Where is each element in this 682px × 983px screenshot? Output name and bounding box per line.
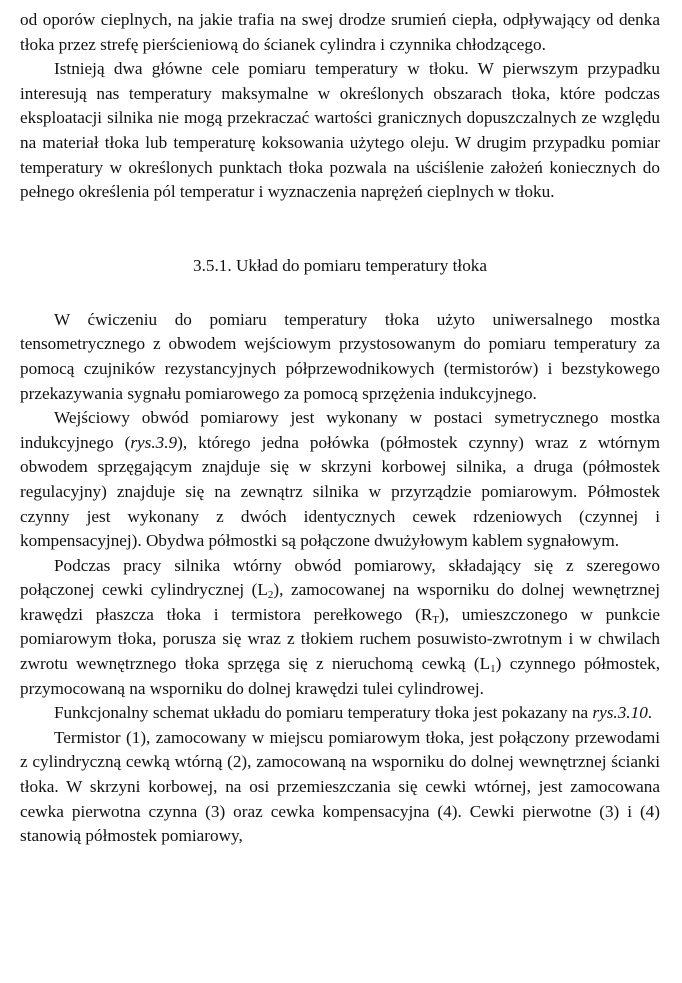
paragraph-input-circuit [20, 406, 660, 554]
paragraph-bridge-description: W ćwiczeniu do pomiaru temperatury tłoka użyto uniwersalnego mostka tensometrycznego z obwodem wejściowym przystosowanym do pomiaru temperatury za pomocą czujników rezystancyjnych półprzewodnikowych (termistorów) i bezstykowego przekazywania sygnału pomiarowego za pomocą sprzężenia indukcyjnego. [20, 309, 660, 403]
paragraph-text: Wejściowy obwód pomiarowy jest wykonany w postaci symetrycznego mostka indukcyjnego ( [20, 408, 660, 452]
paragraph-secondary-circuit [20, 554, 660, 702]
paragraph-text: . [647, 703, 653, 723]
paragraph-text: ), umieszczonego w punkcie pomiarowym tłoka, porusza się wraz z tłokiem ruchem posuwisto-zwrotnym i w chwilach zwrotu wewnętrznego tłoka sprzęga się z nieruchomą cewką (L [20, 604, 660, 674]
section-heading: 3.5.1. Układ do pomiaru temperatury tłoka [192, 255, 488, 275]
paragraph-text: ) czynnego półmostek, przymocowaną na wsporniku do dolnej krawędzi tulei cylindrowej. [20, 654, 660, 698]
subscript: T [432, 613, 440, 626]
paragraph-text: ), którego jedna połówka (półmostek czynny) wraz z wtórnym obwodem sprzęgającym znajduje się w skrzyni korbowej silnika, a druga (półmostek regulacyjny) znajduje się na zewnątrz silnika w przyrządzie pomiarowym. Półmostek czynny jest wykonany z dwóch identycznych cewek rdzeniowych (czynnej i kompensacyjnej). Obydwa półmostki są połączone dwużyłowym kablem sygnałowym. [20, 432, 660, 551]
paragraph-text: Funkcjonalny schemat układu do pomiaru temperatury tłoka jest pokazany na [54, 703, 593, 723]
paragraph-schematic-reference [20, 701, 660, 726]
paragraph-text: ), zamocowanej na wsporniku do dolnej wewnętrznej krawędzi płaszcza tłoka i termistora perełkowego (R [20, 580, 660, 624]
paragraph-continuation: od oporów cieplnych, na jakie trafia na swej drodze srumień ciepła, odpływający od denka tłoka przez strefę pierścieniową do ścianek cylindra i czynnika chłodzącego. [20, 10, 660, 54]
figure-reference: rys.3.10 [592, 703, 648, 723]
paragraph-thermistor: Termistor (1), zamocowany w miejscu pomiarowym tłoka, jest połączony przewodami z cylindryczną cewką wtórną (2), zamocowaną na wsporniku do dolnej wewnętrznej ścianki tłoka. W skrzyni korbowej, na osi przemieszczania się cewki wtórnej, jest zamocowana cewka pierwotna czynna (3) oraz cewka kompensacyjna (4). Cewki pierwotne (3) i (4) stanowią półmostek pomiarowy, [20, 727, 660, 846]
paragraph-measurement-goals: Istnieją dwa główne cele pomiaru temperatury w tłoku. W pierwszym przypadku interesują nas temperatury maksymalne w określonych obszarach tłoka, które podczas eksploatacji silnika nie mogą przekraczać wartości granicznych dopuszczalnych ze względu na materiał tłoka lub temperaturę koksowania użytego oleju. W drugim przypadku pomiar temperatury w określonych punktach tłoka pozwala na uściślenie założeń koniecznych do pełnego określenia pól temperatur i wyznaczenia naprężeń cieplnych w tłoku. [20, 59, 660, 202]
figure-reference: rys.3.9 [130, 432, 178, 452]
subscript: 1 [490, 663, 496, 676]
subscript: 2 [267, 589, 274, 602]
paragraph-text: Podczas pracy silnika wtórny obwód pomiarowy, składający się z szeregowo połączonej cewki cylindrycznej (L [20, 555, 660, 600]
